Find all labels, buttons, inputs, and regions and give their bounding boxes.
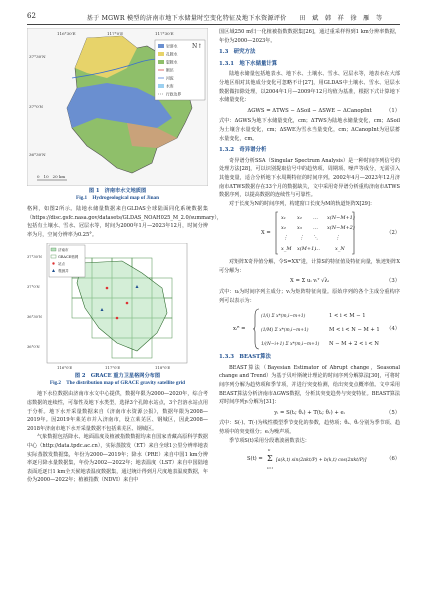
equation-1-number: （1）: [386, 107, 400, 114]
svg-text:…: …: [313, 215, 318, 222]
svg-text:x(N−M+1): x(N−M+1): [327, 215, 355, 222]
svg-text:x_M: x_M: [281, 246, 292, 253]
svg-text:x(N−M+2): x(N−M+2): [327, 225, 355, 232]
equation-4-condition-2: M < i < N − M + 1: [329, 327, 380, 334]
left-paragraph-1: 格网，如图2所示。陆地水储量数据来自GLDAS全球陆面同化系统数据集（https://disc.gsfc.nasa.gov/datasets/GLDAS_NOAH025_M_2.0/summary），包括有土壤水、雪水、冠层水等，时间为2000年1月—2023年12月，时间分辨率为月，空间分辨率为0.25°。: [27, 206, 222, 238]
svg-text:x₃: x₃: [297, 225, 302, 232]
svg-text:x_N: x_N: [335, 246, 345, 253]
fig2-lon-tick-2: 117°0′E: [105, 365, 121, 371]
equation-6-number: （6）: [386, 456, 400, 463]
fig1-legend-item-1: 岩溶水: [166, 43, 178, 49]
left-paragraph-3: 气象数据包括降水、地面温度及植被指数数据均来自国家青藏高原科学数据中心（http://data.tpdc.ac.cn），实际蒸散发（ET）来自全球1公里分辨率地表实际蒸散发数据集，年份为2000—2019年；降水（PRE）来自中国1 km分辨率逐月降水量数据集，年份为2002—2022年；地表温度（LST）来自中国陆地表面近逐日1 km全天候地表温度数据集，通过统计得到月尺度地表温度数据，年份为2000—2022年；植被指数（NDVI）来自中: [27, 434, 208, 484]
equation-6-harmonic: [219, 447, 400, 471]
fig2-legend-item-4: 观测井: [58, 269, 69, 274]
header-rule: [27, 24, 400, 25]
fig1-lat-tick-1: 37°30′N: [29, 54, 46, 59]
svg-text:⋮: ⋮: [283, 235, 288, 242]
equation-4-reconstruction: [219, 308, 400, 350]
svg-text:(1/M) Σ x*(m,i−m+1): (1/M) Σ x*(m,i−m+1): [261, 328, 309, 334]
svg-text:1/(N−i+1) Σ x*(m,i−m+1): 1/(N−i+1) Σ x*(m,i−m+1): [261, 342, 320, 348]
equation-6-series-image: [267, 447, 367, 471]
fig1-lon-tick-2: 117°0′E: [107, 31, 124, 36]
fig1-legend-item-7: 行政边界: [166, 91, 182, 97]
equation-1-body: ΔGWS = ΔTWS − ΔSoil − ΔSWE − ΔCanopInt: [247, 107, 372, 114]
fig2-lat-tick-4: 36°0′N: [27, 345, 40, 350]
right-paragraph-131: 陆地水储量包括地表水、地下水、土壤水、雪水、冠层水等，地表水在大部分地区相对其他成分变化可忽略不计[27]，用GLDAS中土壤水、雪水、冠层水数据做扣除处理，以2004年1月—2009年12月均值为基准，根据下式计算地下水储量变化：: [219, 71, 400, 104]
svg-text:⋮: ⋮: [335, 235, 340, 242]
equation-2-lhs: X =: [261, 230, 271, 237]
equation-1: [219, 107, 400, 116]
equation-5-number: （5）: [386, 409, 400, 416]
fig2-lon-tick-1: 116°0′E: [57, 365, 73, 371]
svg-text:x₁: x₁: [281, 215, 286, 222]
section-1-3-heading: 1.3 研究方法: [219, 49, 256, 56]
right-paragraph-132: 奇异谱分析SSA（Singular Spectrum Analysis）是一种时间序列信号的处理方法[28]，可以识别提取信号中的趋势项、周期项、噪声等成分，无需引入其他变量，适合分析地下水周期特征的时间序列。2002年4月—2023年12月济南市ΔTWS数据存在33个月的数据缺失，文中采用奇异谱分析重构济南市ΔTWS数据序列，以提高数据的连续性与可靠性。: [219, 157, 400, 199]
fig1-legend-item-3: 裂隙水: [166, 59, 178, 65]
svg-text:Σ: Σ: [267, 454, 273, 464]
equation-3: [219, 277, 400, 286]
equation-5: [219, 409, 400, 418]
svg-text:⋱: ⋱: [313, 235, 318, 242]
equation-4-number: （4）: [386, 326, 400, 333]
svg-text:K: K: [268, 448, 271, 453]
fig1-legend-item-2: 孔隙水: [166, 51, 178, 57]
right-paragraph-132d: 式中：uᵢ为时间序列主成分；vᵢ为矩阵特征向量。原始序列的各个主成分重构序列可以表示为：: [219, 289, 400, 304]
svg-text:x(M+1): x(M+1): [297, 246, 317, 253]
equation-2-trajectory-matrix: [219, 211, 400, 255]
figure-2-image: [27, 243, 208, 371]
equation-6-lhs: S(t) =: [247, 456, 263, 463]
north-arrow-icon: N↑: [192, 43, 203, 50]
figure-1-image: [27, 28, 208, 186]
right-paragraph-132c: 对矩阵X奇异值分解，令S=XXᵀ进，计算S的特征值及特征向量，轨迹矩阵X可分解为：: [219, 259, 400, 274]
equation-5-body: yᵢ = S(tᵢ; θₛ) + T(tᵢ; θᵣ) + eᵢ: [274, 409, 345, 416]
section-1-3-1-heading: 1.3.1 地下水储量计算: [219, 60, 278, 67]
svg-text:…: …: [313, 225, 318, 232]
left-column: [27, 28, 222, 485]
fig1-legend-item-5: 河流: [166, 75, 174, 81]
figure-2-caption-zh: 图 2 GRACE 重力卫星格网分布图: [74, 373, 161, 380]
figure-2-grace-grid-map: [27, 243, 208, 371]
right-paragraph-132b: 对于长度为N的时间序列，构建窗口长度为M的轨道矩阵X[29]：: [229, 200, 376, 207]
equation-4-condition-1: 1 < i < M − 1: [329, 313, 366, 320]
fig1-scale-bar: 0 10 20 km: [37, 174, 66, 179]
fig2-lat-tick-3: 36°30′N: [27, 315, 42, 320]
svg-text:[a(k,t) sin(2πkt/P) + b(k,t) c: [a(k,t) sin(2πkt/P) + b(k,t) cos(2πkt/P)]: [276, 458, 367, 464]
svg-text:x₂: x₂: [297, 215, 302, 222]
right-paragraph-131b: 式中：ΔGWS为地下水储量变化，cm；ΔTWS为陆地水储量变化，cm；ΔSoil为土壤含水量变化，cm；ΔSWE为雪水当量变化，cm；ΔCanopInt为冠层蓄水量变化，cm。: [219, 118, 400, 142]
equation-4-cases-image: [253, 308, 323, 350]
svg-text:x₂: x₂: [281, 225, 286, 232]
figure-1-caption-zh: 图 1 济南市水文地质图: [88, 188, 147, 194]
equation-3-body: X = Σ uᵢ vᵢᵀ √λᵢ: [290, 278, 329, 285]
left-paragraph-2: 地下水位数据由济南市水文中心提供，数据年限为2000—2020年，综合考虑数据的连续性，可靠性及地下水类型，选择3个孔隙水站点，3个岩溶水站点用于分析。地下水开采量数据来自《济南市水资源公报》，数据年限为2008—2019年。因2019年莱芜市并入济南市，设立莱芜区、钢城区，因此2008—2018年济南市地下水开采量数据不包括莱芜区、钢城区。: [27, 391, 208, 432]
fig1-legend-item-4: 断层: [166, 67, 174, 73]
fig1-lat-tick-2: 37°0′N: [29, 104, 44, 109]
right-column: [219, 28, 400, 473]
fig1-lon-tick-1: 116°30′E: [57, 31, 76, 36]
fig1-lon-tick-3: 117°30′E: [155, 31, 174, 36]
right-paragraph-133: BEAST算法（Bayesian Estimator of Abrupt change，Seasonal change and Trend）为基于贝叶斯统计理论的时间序列分解算法[30]，可将时间序列分解为趋势项和季节项，并进行突变检测，给出突变点概率值。文中采用BEAST算法分析济南市ΔGWS数据，分析其突变趋势与突变特征。BEAST算法对时间序列yᵢ分解为[31]：: [219, 364, 400, 406]
equation-4-condition-3: N − M + 2 < i < N: [329, 341, 379, 348]
fig2-legend-item-2: GRACE格网: [58, 255, 79, 260]
svg-text:k=1: k=1: [267, 466, 274, 471]
running-title: 基于 MGWR 模型的济南市地下水储量时空变化特征及地下水资源评价 田 斌 韩 祥 徐 雁 等: [86, 15, 383, 22]
svg-text:…: …: [315, 246, 320, 253]
equation-4-lhs: xᵢᴿ =: [233, 326, 246, 333]
equation-3-number: （3）: [386, 278, 400, 285]
right-paragraph-133c: 季节项S(t)采用分段谐波函数表达：: [229, 437, 310, 444]
fig2-legend-item-1: 济南市: [58, 248, 69, 253]
svg-text:(1/i) Σ x*(m,i−m+1): (1/i) Σ x*(m,i−m+1): [261, 314, 306, 320]
right-paragraph-0: 国区域250 m归一化植被指数数据集[26]，通过重采样得到1 km分辨率数据，年份为2000—2023年。: [219, 29, 400, 44]
fig1-lat-tick-3: 36°30′N: [29, 152, 46, 157]
figure-2-caption-en: Fig.2 The distribution map of GRACE gravity satellite grid: [49, 380, 186, 387]
equation-2-number: （2）: [386, 230, 400, 237]
fig2-lat-tick-2: 37°0′N: [27, 285, 40, 290]
section-1-3-3-heading: 1.3.3 BEAST算法: [219, 354, 271, 361]
fig2-lon-tick-3: 118°0′E: [155, 365, 171, 371]
equation-2-matrix-image: [275, 211, 355, 255]
figure-1-caption-en: Fig.1 Hydrogeological map of Jinan: [76, 195, 159, 201]
fig2-legend: [49, 245, 85, 277]
right-paragraph-133b: 式中：S(·)、T(·)为线性模型季节变化的参数，趋势项；θₛ、θᵣ分别为季节项、趋势项中的突变组分；eᵢ为噪声项。: [219, 420, 400, 435]
page-number: 62: [27, 12, 36, 20]
page-header: [27, 12, 400, 24]
fig2-lat-tick-1: 37°30′N: [27, 255, 42, 260]
fig1-legend-item-6: 水库: [166, 83, 174, 89]
figure-1-hydrogeological-map: [27, 28, 208, 186]
section-1-3-2-heading: 1.3.2 奇异谱分析: [219, 147, 267, 154]
svg-text:⋮: ⋮: [299, 235, 304, 242]
fig2-legend-item-3: 站点: [58, 262, 65, 267]
